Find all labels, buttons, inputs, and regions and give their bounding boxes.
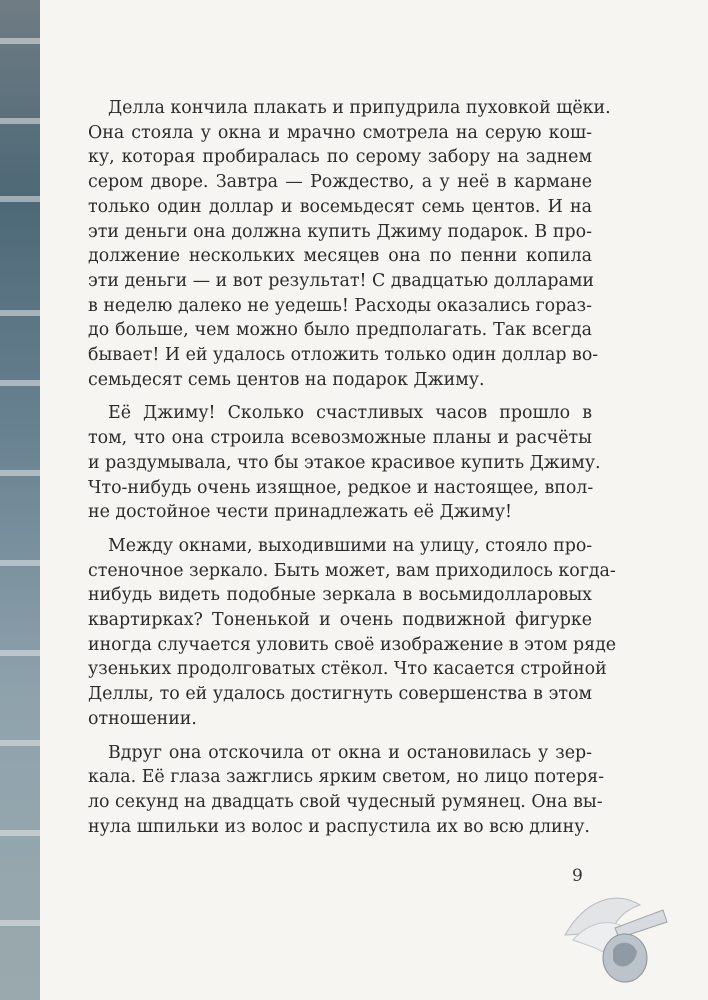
text-line: Её Джиму! Сколько счастливых часов прошло в	[108, 403, 592, 424]
text-line: узеньких продолговатых стёкол. Что касается стройной	[88, 659, 607, 680]
text-line: бывает! И ей удалось отложить только один доллар во-	[88, 345, 599, 366]
text-line: в неделю далеко не уедешь! Расходы оказались горaз-	[88, 295, 592, 316]
text-line: должение нескольких месяцев она по пенни копила	[88, 246, 592, 267]
paragraph-4	[88, 741, 604, 840]
illustration-edge-strip	[0, 0, 40, 1000]
text-line: Она стояла у окна и мрачно смотрела на серую кош-	[88, 122, 592, 143]
text-line: только один доллар и восемьдесят семь центов. И на	[88, 196, 592, 217]
text-line: нибудь видеть подобные зеркала в восьмидолларовых	[88, 585, 592, 606]
text-line: эти деньги — и вот результат! С двадцатью долларами	[88, 270, 594, 291]
text-line: стеночное зеркало. Быть может, вам приходилось когда-	[88, 560, 616, 581]
text-line: квартирках? Тоненькой и очень подвижной фигурке	[88, 610, 592, 631]
text-line: и раздумывала, что бы этакое красивое купить Джиму.	[88, 452, 601, 473]
text-line: семьдесят семь центов на подарок Джиму.	[88, 369, 485, 390]
text-line: Деллы, то ей удалось достигнуть совершенства в этом	[88, 684, 592, 705]
text-line: Вдруг она отскочила от окна и остановилась у зер-	[108, 742, 592, 763]
angel-trumpet-icon	[555, 880, 675, 990]
paragraph-2	[88, 401, 601, 525]
paragraph-3	[88, 534, 617, 732]
text-line: ку, которая пробиралась по серому забору на заднем	[88, 147, 592, 168]
text-line: эти деньги она должна купить Джиму подарок. В про-	[88, 221, 592, 242]
text-line: том, что она строила всевозможные планы и расчёты	[88, 428, 592, 449]
story-text	[88, 96, 617, 839]
text-line: Что-нибудь очень изящное, редкое и настоящее, впол-	[88, 477, 594, 498]
text-line: нула шпильки из волос и распустила их во всю длину.	[88, 816, 590, 837]
text-line: кала. Её глаза зажглись ярким светом, но лицо потеря-	[88, 767, 604, 788]
text-line: не достойное чести принадлежать её Джиму!	[88, 502, 513, 523]
text-line: Делла кончила плакать и припудрила пуховкой щёки.	[108, 98, 611, 118]
text-line: Между окнами, выходившими на улицу, стояло про-	[108, 535, 593, 556]
text-line: иногда случается уловить своё изображение в этом ряде	[88, 634, 617, 655]
paragraph-1	[88, 96, 611, 392]
text-line: отношении.	[88, 708, 197, 729]
text-line: сером дворе. Завтра — Рождество, а у неё в кармане	[88, 172, 592, 193]
text-line: до больше, чем можно было предполагать. Так всегда	[88, 320, 592, 341]
page-number: 9	[572, 866, 583, 886]
text-line: ло секунд на двадцать свой чудесный румянец. Она вы-	[88, 791, 603, 812]
